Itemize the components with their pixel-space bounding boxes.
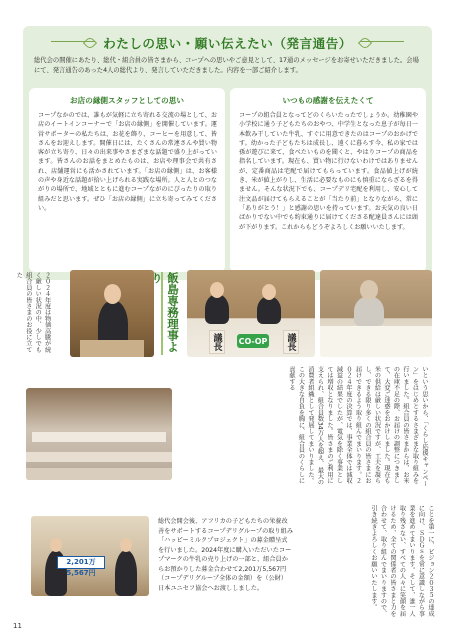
recipient <box>115 550 137 596</box>
page-title: わたしの思い・願い伝えたい（発言通告） <box>103 35 352 51</box>
panel-photo-1 <box>187 270 315 357</box>
caption-left: ２０２４年度は物価高騰が続く厳しい状況の中、少しでも組合員の皆さまのお役に立てた <box>15 272 51 353</box>
panelist-head <box>360 280 378 300</box>
title-row <box>23 33 432 51</box>
panelist <box>257 296 281 324</box>
panelist-head <box>210 282 224 298</box>
leaf-ornament-icon <box>51 38 95 46</box>
intro-text: 総代会の開催にあたり、総代・組合員の皆さまから、コープへの思いやご意見として、17通のメッセージをお寄せいただきました。会場にて、発言通告のあった4人の総代より、発言していただきました。内容を一部ご紹介します。 <box>34 57 419 74</box>
card-body: コープなかのでは、誰もが気軽に立ち寄れる交流の場として、お店のイートインコーナーで「お店の縁側」を開催しています。運営サポーターの私たちは、お花を飾り、コーヒーを用意して、皆さんをお迎えします。開催日には、たくさんの常連さんや買い物客が立ち寄り、日々の出来事やさまざまな話題で盛り上がっています。皆さんのお話をまとめたものは、お店や理事会で共有され、店舗運営にも活かされています。「お店の縁側」は、お客様の声や身近な話題が拾い上げられる実践な場所。人と人とのつながりの場所で、地域とともに進むコープながのにぴったりの取り組みだと思います。ぜひ「お店の縁側」に立ち寄ってみてください。 <box>38 112 217 212</box>
chair-sign: 議長 <box>283 330 299 354</box>
director-message: いという思いから、「くらし応援キャンペーン」をはじめとするさまざまな取り組みを行いました。組合員の皆さまからは、お米の在庫不足の際、お届けの調整につきまして、大変ご迷惑をおかけしました。現在も米の供給は厳しい状況ですが、工夫を凝らし、できる限り多くの組合員の皆さまにお届けできるよう取り組んでまいります。２０２４年度の決算では、事業全体では減収減益の結果でしたが、電気を除く事業としては増収となりました。皆さまのご利用に支えられ、組合員数34万人を超え、最大の消費者組織として発展してまいりました。この大きな自負を胸に、組合員のくらしに貢献する <box>288 366 428 487</box>
panelist <box>205 294 229 324</box>
hall-photo <box>26 388 172 480</box>
panel-photo-2 <box>320 270 432 357</box>
panelist-head <box>262 284 276 300</box>
speaker-head <box>104 284 121 304</box>
page-number: 11 <box>13 622 22 630</box>
coop-logo: CO-OP <box>237 334 269 348</box>
card-title: いつもの感謝を伝えたくて <box>282 96 374 105</box>
card-body: コープの組合員となってどのくらいたったでしょうか。幼稚園や小学校に通う子どもたちのおやつ、中学生となった息子が毎日一本飲み干していた牛乳、すぐに用意できたのはコープのおかげです。幼かった子どもたちは成長し、遠くに暮らす今、私の家では孫が遊びに来て、食べたいものを聞くと、やはりコープの商品を指名しています。現在も、買い物に行けないわけではありませんが、定番商品は宅配で届けてもらっています。食品値上げが続き、米が値上がりし、生活に必要なものにも慎重にならざるを得ません。そんな状況下でも、コープデリ宅配を利用し、安心して注文品が届けてもらえることが「当たり前」となりながら、常に「ありがとう！」と感謝の思いを持っています。お天気の良い日ばかりでない中でも約束通りに届けてくださる配達員さんには頭が下がります。これからもどうぞよろしくお願いいたします。 <box>239 112 418 231</box>
table <box>320 326 432 357</box>
card-title: お店の縁側スタッフとしての思い <box>70 96 184 105</box>
leaf-ornament-icon <box>360 38 404 46</box>
table-row <box>26 452 172 462</box>
message-card-right <box>230 88 426 272</box>
panelist <box>354 296 384 326</box>
recipient-head <box>120 538 132 552</box>
chair-sign: 議長 <box>209 330 225 354</box>
presenter-head <box>50 538 62 552</box>
table-row <box>32 432 166 442</box>
message-card-left <box>29 88 225 272</box>
donation-check: 2,201万5,567円 <box>57 556 105 569</box>
speaker-photo <box>70 270 154 357</box>
section-heading: 飯島専務理事より <box>161 272 181 355</box>
table-row <box>26 468 172 480</box>
podium <box>80 340 144 357</box>
director-message-continued: ことを第一に、ビジョン２０３５の達成に向け、ＳＤＧｓを常に意識しながら事業を進めてまいります。そして、誰一人取り残さない、すべての人々に笑顔を届けるため、全ての関係者の皆さまと力を合わせて、取り組んでまいりますので、引き続きよろしくお願いいたします。 <box>370 505 434 617</box>
donation-text: 総代会開会後、アフリカの子どもたちの栄養改善をサポートするコープデリグループの取り組み「ハッピーミルクプロジェクト」の募金贈呈式を行いました。2024年度に購入いただいたコープマークの牛乳の売り上げの一部と、組合員からお預かりした募金合わせて2,201万5,567円（コープデリグループ全体の金額）を（公財）日本ユニセフ協会へお渡ししました。 <box>158 518 294 592</box>
